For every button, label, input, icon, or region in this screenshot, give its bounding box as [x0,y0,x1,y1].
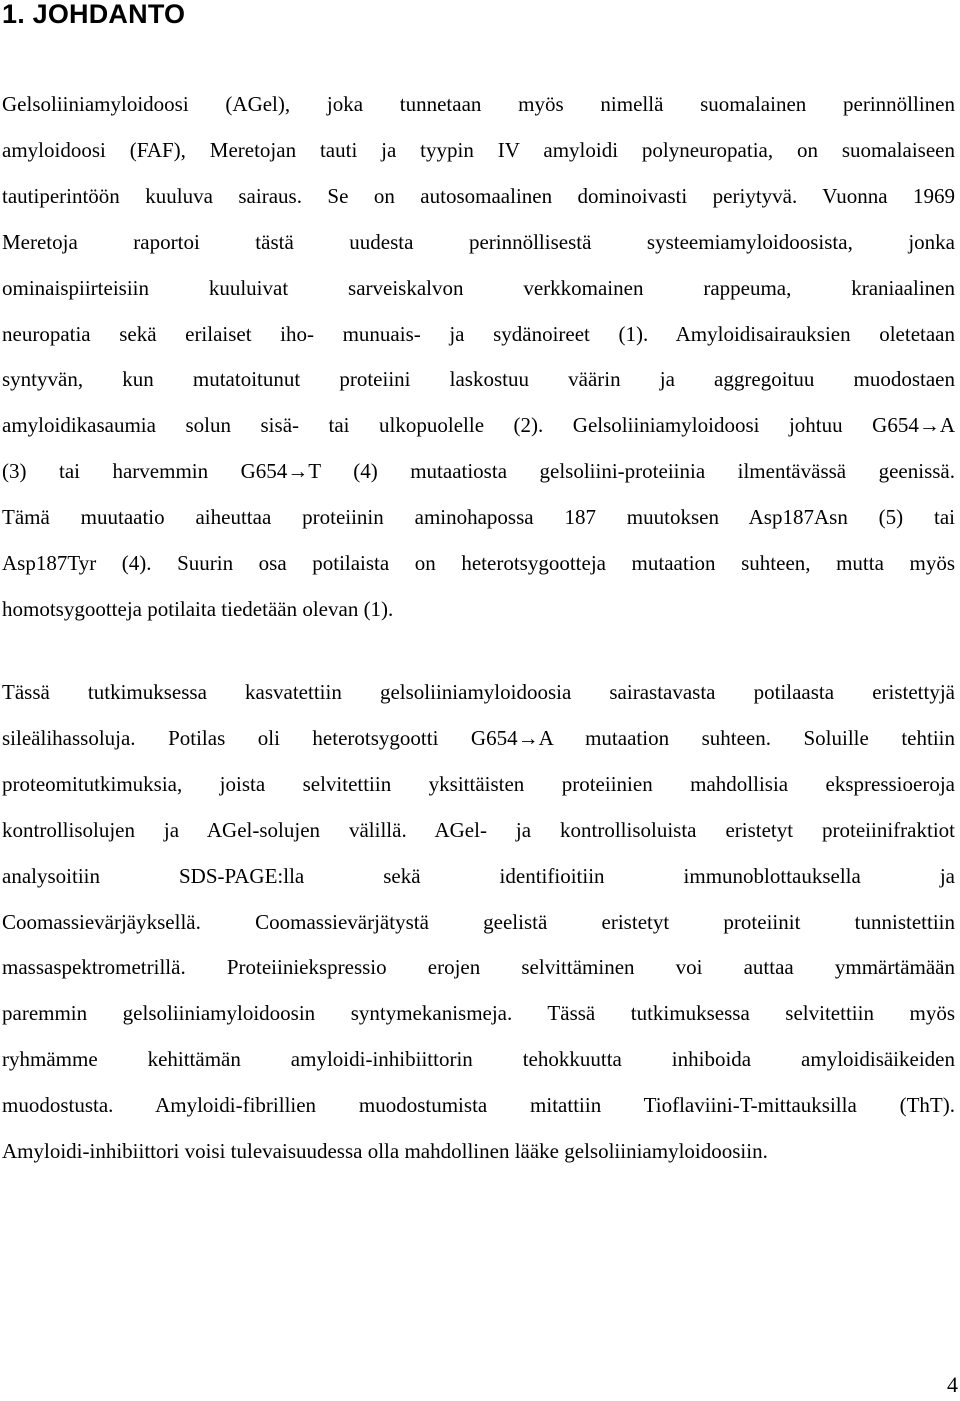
text-line: Meretoja raportoi tästä uudesta perinnöllisestä systeemiamyloidoosista, jonka [2,229,955,254]
text-line: ryhmämme kehittämän amyloidi-inhibiittorin tehokkuutta inhiboida amyloidisäikeiden [2,1047,955,1072]
text-line: sileälihassoluja. Potilas oli heterotsygootti G654→A mutaation suhteen. Soluille tehtiin [2,725,955,750]
text-line: analysoitiin SDS-PAGE:lla sekä identifioitiin immunoblottauksella ja [2,863,955,888]
text-line: proteomitutkimuksia, joista selvitettiin yksittäisten proteiinien mahdollisia ekspressioeroja [2,771,955,796]
paragraph-introduction [2,82,955,633]
text-line: muodostusta. Amyloidi-fibrillien muodostumista mitattiin Tioflaviini-T-mittauksilla (ThT). [2,1093,955,1118]
text-line: tautiperintöön kuuluva sairaus. Se on autosomaalinen dominoivasti periytyvä. Vuonna 1969 [2,183,955,208]
text-line: amyloidoosi (FAF), Meretojan tauti ja tyypin IV amyloidi polyneuropatia, on suomalaiseen [2,137,955,162]
text-line: kontrollisolujen ja AGel-solujen välillä. AGel- ja kontrollisoluista eristetyt proteiinifraktiot [2,817,955,842]
text-line: paremmin gelsoliiniamyloidoosin syntymekanismeja. Tässä tutkimuksessa selvitettiin myös [2,1001,955,1026]
text-line: Coomassievärjäyksellä. Coomassievärjätystä geelistä eristetyt proteiinit tunnistettiin [2,909,955,934]
text-line: (3) tai harvemmin G654→T (4) mutaatiosta gelsoliini-proteiinia ilmentävässä geenissä. [2,459,955,484]
text-line: Tässä tutkimuksessa kasvatettiin gelsoliiniamyloidoosia sairastavasta potilaasta eristettyjä [2,680,955,704]
text-line: amyloidikasaumia solun sisä- tai ulkopuolelle (2). Gelsoliiniamyloidoosi johtuu G654→A [2,413,955,438]
text-line: homotsygootteja potilaita tiedetään olevan (1). [2,596,394,621]
text-line: Gelsoliiniamyloidoosi (AGel), joka tunnetaan myös nimellä suomalainen perinnöllinen [2,92,955,116]
text-line: Asp187Tyr (4). Suurin osa potilaista on heterotsygootteja mutaation suhteen, mutta myös [2,551,955,576]
text-line: Amyloidi-inhibiittori voisi tulevaisuudessa olla mahdollinen lääke gelsoliiniamyloidoosiin. [2,1139,768,1164]
text-line: ominaispiirteisiin kuuluivat sarveiskalvon verkkomainen rappeuma, kraniaalinen [2,275,955,300]
page-number: 4 [947,1372,958,1397]
text-line: neuropatia sekä erilaiset iho- munuais- ja sydänoireet (1). Amyloidisairauksien oletetaan [2,321,955,346]
text-line: syntyvän, kun mutatoitunut proteiini laskostuu väärin ja aggregoituu muodostaen [2,367,955,392]
text-line: massaspektrometrillä. Proteiiniekspressio erojen selvittäminen voi auttaa ymmärtämään [2,955,955,980]
paragraph-study-aims [2,670,955,1175]
section-heading: 1. JOHDANTO [2,0,186,29]
text-line: Tämä muutaatio aiheuttaa proteiinin aminohapossa 187 muutoksen Asp187Asn (5) tai [2,505,955,530]
